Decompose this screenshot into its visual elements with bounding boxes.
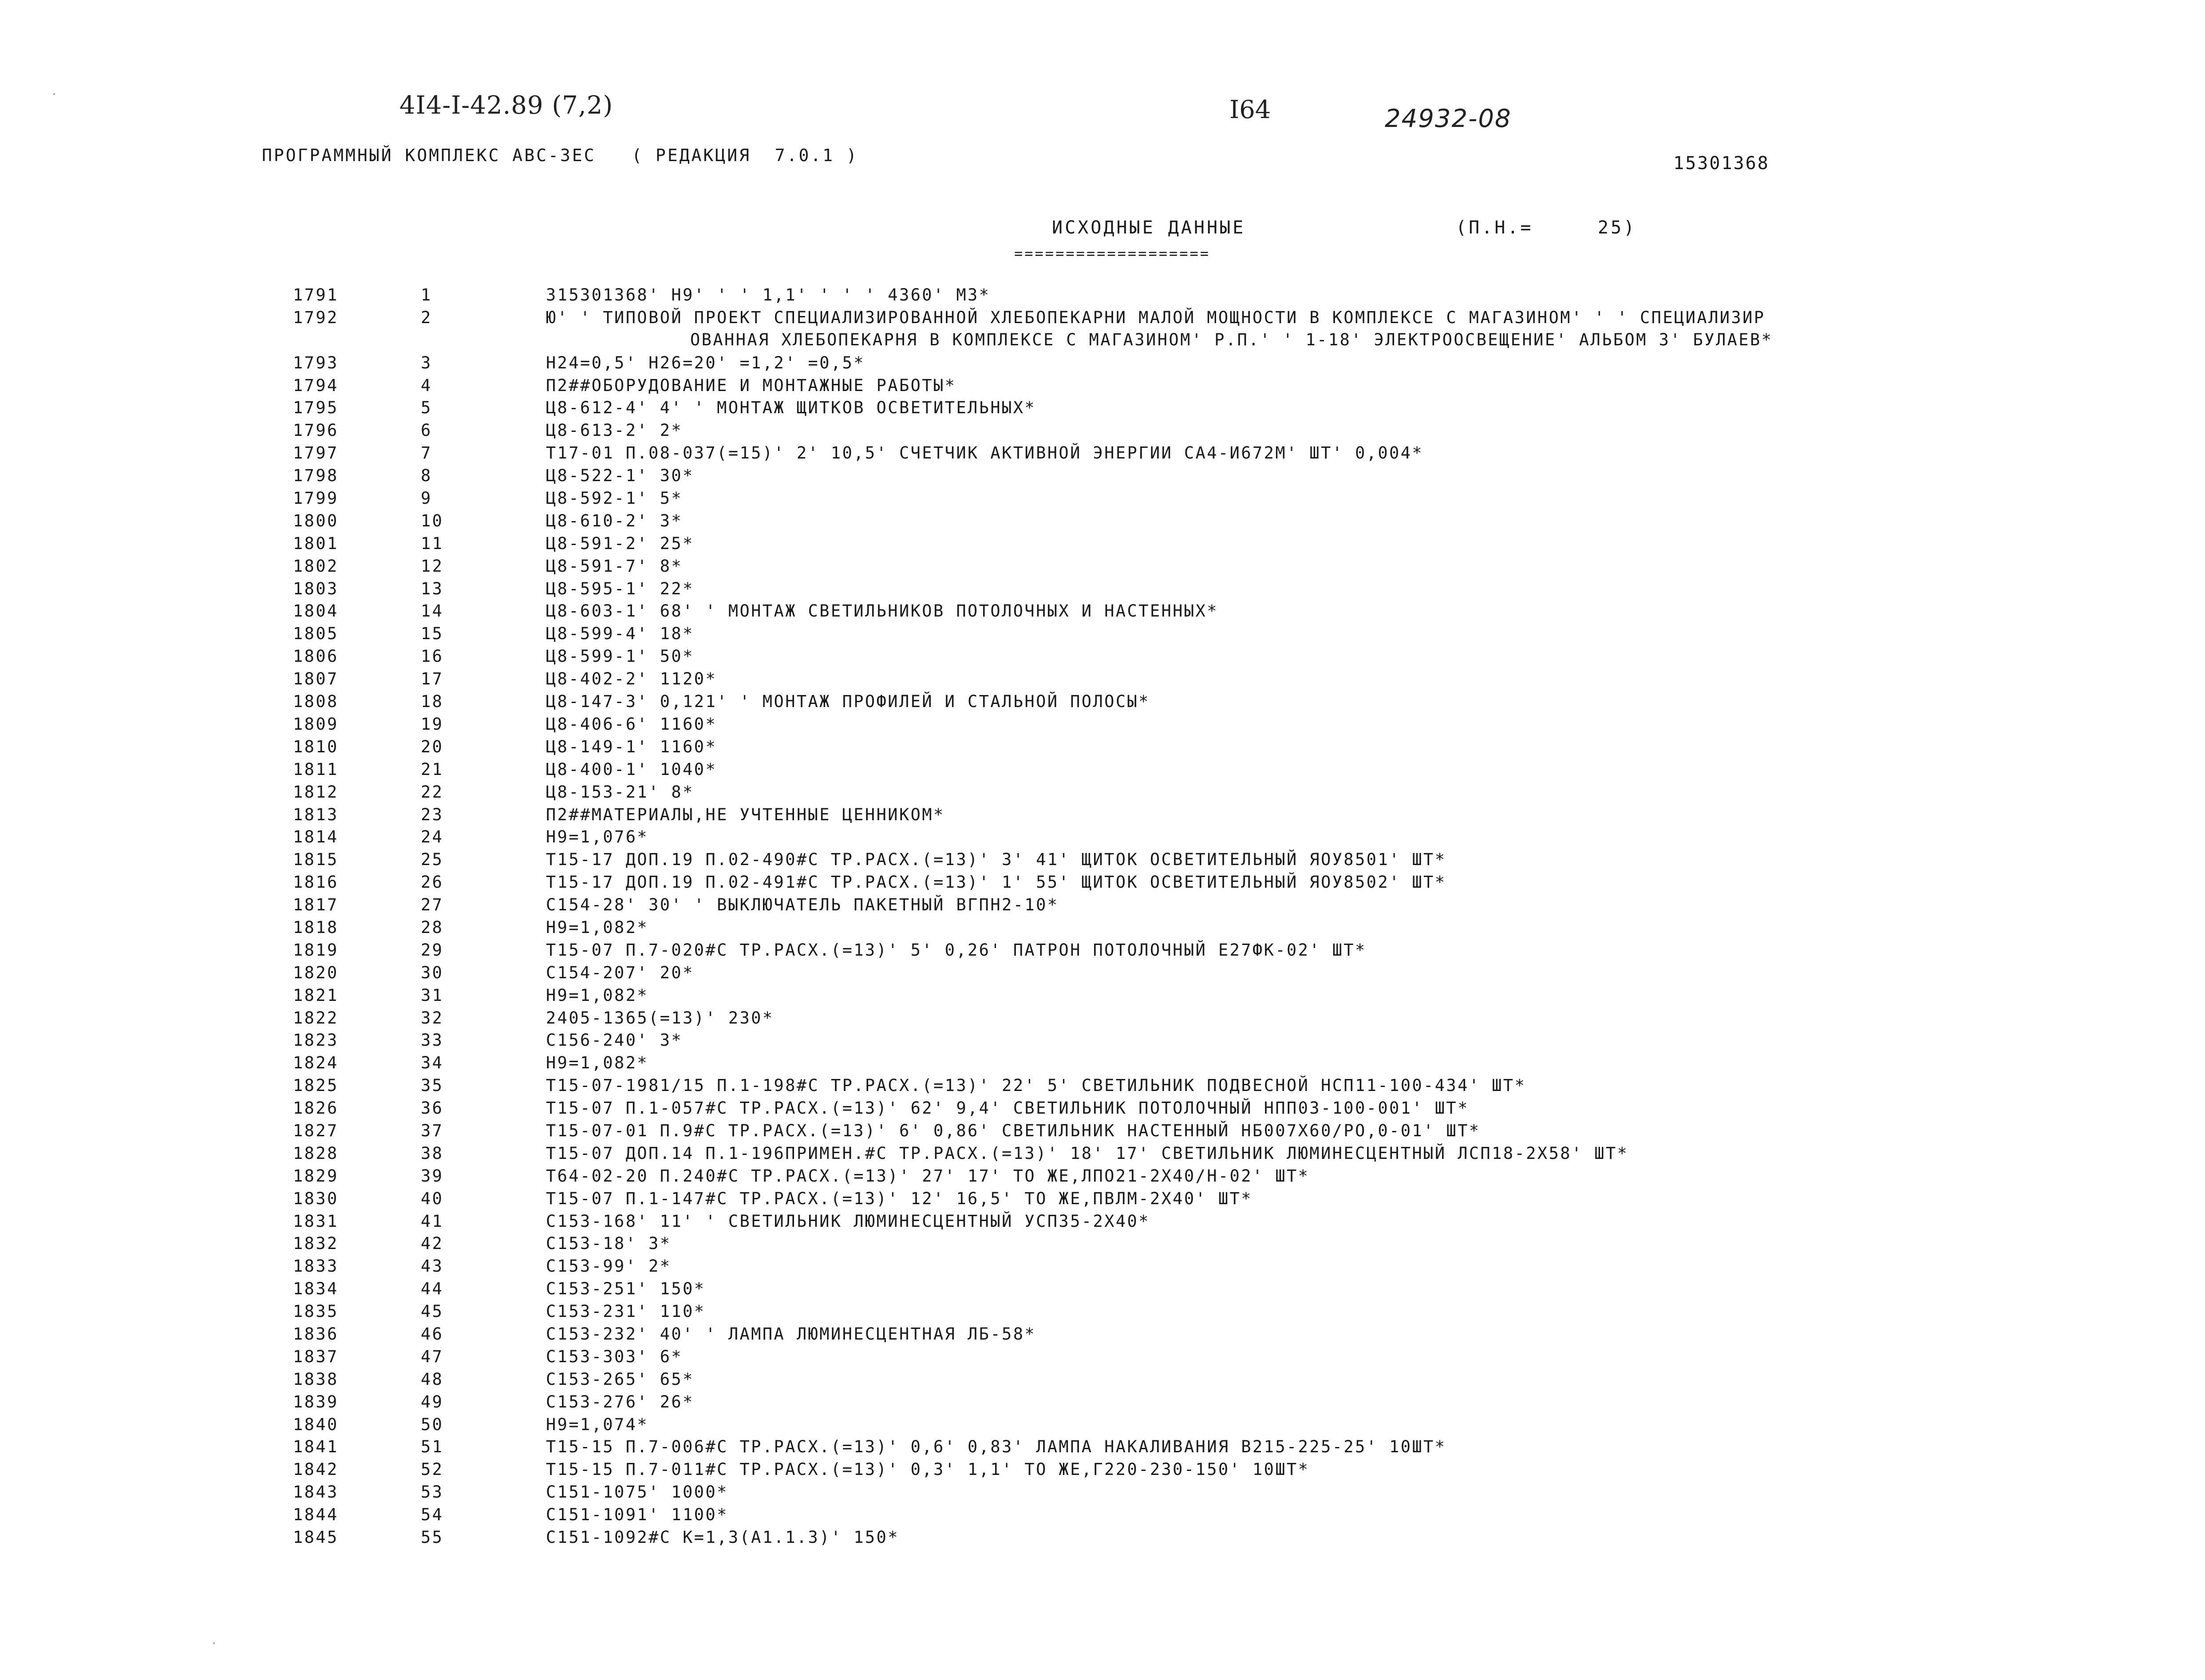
listing-row xyxy=(0,1414,2205,1436)
row-line-number: 21 xyxy=(421,759,444,779)
listing-row xyxy=(0,1278,2205,1301)
row-text: Ц8-400-1' 1040* xyxy=(546,759,717,779)
listing-row xyxy=(0,962,2205,984)
row-text: H9=1,074* xyxy=(546,1415,649,1434)
row-sequence-number: 1833 xyxy=(293,1257,339,1276)
row-line-number: 18 xyxy=(421,692,444,712)
row-sequence-number: 1816 xyxy=(293,873,339,892)
row-line-number: 53 xyxy=(421,1482,444,1502)
listing-row xyxy=(0,352,2205,375)
listing-row xyxy=(0,713,2205,736)
row-sequence-number: 1800 xyxy=(293,511,339,530)
row-text: С151-1092#С К=1,3(А1.1.3)' 150* xyxy=(546,1528,899,1547)
row-text: П2##МАТЕРИАЛЫ,НЕ УЧТЕННЫЕ ЦЕННИКОМ* xyxy=(546,805,945,824)
listing-row xyxy=(0,939,2205,962)
row-text: Т15-07 ДОП.14 П.1-196ПРИМЕН.#С ТР.РАСХ.(=13)' 18' 17' СВЕТИЛЬНИК ЛЮМИНЕСЦЕНТНЫЙ ЛСП18-2Х58' ШТ* xyxy=(546,1143,1629,1163)
row-line-number: 27 xyxy=(421,895,444,915)
row-text: С153-265' 65* xyxy=(546,1369,694,1389)
row-line-number: 30 xyxy=(421,963,444,982)
row-text: С153-18' 3* xyxy=(546,1234,672,1253)
listing-row xyxy=(0,1301,2205,1323)
row-text: H9=1,082* xyxy=(546,985,649,1005)
row-line-number: 37 xyxy=(421,1121,444,1140)
row-line-number: 17 xyxy=(421,669,444,689)
row-sequence-number: 1804 xyxy=(293,601,339,621)
program-header: ПРОГРАММНЫЙ КОМПЛЕКС АВС-3ЕС ( РЕДАКЦИЯ 7.0.1 ) xyxy=(262,146,858,165)
row-sequence-number: 1815 xyxy=(293,850,339,870)
listing-row xyxy=(0,487,2205,510)
row-text: С156-240' 3* xyxy=(546,1031,683,1050)
row-text: С151-1091' 1100* xyxy=(546,1505,728,1525)
row-line-number: 35 xyxy=(421,1076,444,1095)
row-line-number: 25 xyxy=(421,850,444,870)
row-line-number: 16 xyxy=(421,647,444,666)
row-line-number: 22 xyxy=(421,782,444,802)
listing-row xyxy=(0,1346,2205,1368)
listing-row xyxy=(0,1120,2205,1142)
listing-row xyxy=(0,1233,2205,1255)
row-text: П2##ОБОРУДОВАНИЕ И МОНТАЖНЫЕ РАБОТЫ* xyxy=(546,376,956,395)
listing-row xyxy=(0,894,2205,917)
row-line-number: 33 xyxy=(421,1031,444,1050)
row-line-number: 24 xyxy=(421,827,444,847)
row-sequence-number: 1822 xyxy=(293,1008,339,1028)
listing-row xyxy=(0,917,2205,939)
row-sequence-number: 1841 xyxy=(293,1437,339,1457)
listing-row xyxy=(0,555,2205,578)
row-sequence-number: 1797 xyxy=(293,443,339,463)
row-sequence-number: 1792 xyxy=(293,308,339,327)
row-text: Ц8-612-4' 4' ' МОНТАЖ ЩИТКОВ ОСВЕТИТЕЛЬНЫХ* xyxy=(546,398,1036,418)
row-sequence-number: 1835 xyxy=(293,1302,339,1321)
row-line-number: 2 xyxy=(421,308,432,327)
row-text: Т15-07 П.7-020#С ТР.РАСХ.(=13)' 5' 0,26' ПАТРОН ПОТОЛОЧНЫЙ Е27ФК-02' ШТ* xyxy=(546,940,1367,960)
row-text: Т15-15 П.7-006#С ТР.РАСХ.(=13)' 0,6' 0,83' ЛАМПА НАКАЛИВАНИЯ В215-225-25' 10ШТ* xyxy=(546,1437,1446,1457)
row-sequence-number: 1812 xyxy=(293,782,339,802)
listing-row xyxy=(0,1323,2205,1346)
listing-row xyxy=(0,1255,2205,1278)
row-sequence-number: 1820 xyxy=(293,963,339,982)
row-sequence-number: 1831 xyxy=(293,1211,339,1231)
row-text: С153-232' 40' ' ЛАМПА ЛЮМИНЕСЦЕНТНАЯ ЛБ-58* xyxy=(546,1324,1036,1344)
row-sequence-number: 1832 xyxy=(293,1234,339,1253)
row-sequence-number: 1806 xyxy=(293,647,339,666)
data-listing xyxy=(0,284,2205,1549)
page-number: I64 xyxy=(1229,95,1271,124)
listing-row xyxy=(0,1210,2205,1233)
row-sequence-number: 1826 xyxy=(293,1099,339,1118)
row-text: Ц8-591-7' 8* xyxy=(546,556,683,576)
row-text: Ц8-599-1' 50* xyxy=(546,647,694,666)
listing-row xyxy=(0,1368,2205,1391)
row-line-number: 55 xyxy=(421,1528,444,1547)
row-sequence-number: 1837 xyxy=(293,1347,339,1366)
row-line-number: 51 xyxy=(421,1437,444,1457)
row-sequence-number: 1828 xyxy=(293,1143,339,1163)
row-sequence-number: 1836 xyxy=(293,1324,339,1344)
listing-row xyxy=(0,691,2205,713)
row-text: С153-303' 6* xyxy=(546,1347,683,1366)
listing-row xyxy=(0,442,2205,465)
listing-row xyxy=(0,510,2205,533)
row-text: Т15-17 ДОП.19 П.02-491#С ТР.РАСХ.(=13)' 1' 55' ЩИТОК ОСВЕТИТЕЛЬНЫЙ ЯОУ8502' ШТ* xyxy=(546,873,1446,892)
row-sequence-number: 1819 xyxy=(293,940,339,960)
handwritten-number: 24932-08 xyxy=(1385,104,1512,133)
row-line-number: 11 xyxy=(421,534,444,553)
row-sequence-number: 1791 xyxy=(293,285,339,304)
listing-row xyxy=(0,375,2205,397)
row-line-number: 32 xyxy=(421,1008,444,1028)
row-sequence-number: 1810 xyxy=(293,737,339,756)
row-sequence-number: 1838 xyxy=(293,1369,339,1389)
row-sequence-number: 1824 xyxy=(293,1053,339,1073)
row-line-number: 40 xyxy=(421,1189,444,1208)
row-sequence-number: 1843 xyxy=(293,1482,339,1502)
row-line-number: 9 xyxy=(421,489,432,508)
row-sequence-number: 1796 xyxy=(293,421,339,440)
row-line-number: 41 xyxy=(421,1211,444,1231)
listing-row xyxy=(0,1029,2205,1052)
row-line-number: 26 xyxy=(421,873,444,892)
row-sequence-number: 1808 xyxy=(293,692,339,712)
row-sequence-number: 1798 xyxy=(293,466,339,486)
listing-row xyxy=(0,465,2205,487)
row-text: Ц8-603-1' 68' ' МОНТАЖ СВЕТИЛЬНИКОВ ПОТОЛОЧНЫХ И НАСТЕННЫХ* xyxy=(546,601,1218,621)
listing-row xyxy=(0,736,2205,759)
row-sequence-number: 1834 xyxy=(293,1279,339,1299)
row-text: H9=1,076* xyxy=(546,827,649,847)
row-line-number: 36 xyxy=(421,1099,444,1118)
row-line-number: 28 xyxy=(421,917,444,937)
listing-row xyxy=(0,419,2205,442)
listing-row xyxy=(0,284,2205,307)
row-text: Ц8-613-2' 2* xyxy=(546,421,683,440)
row-text: С154-28' 30' ' ВЫКЛЮЧАТЕЛЬ ПАКЕТНЫЙ ВГПН2-10* xyxy=(546,895,1059,915)
row-text: Ц8-147-3' 0,121' ' МОНТАЖ ПРОФИЛЕЙ И СТАЛЬНОЙ ПОЛОСЫ* xyxy=(546,692,1150,712)
row-text: Ц8-599-4' 18* xyxy=(546,624,694,644)
row-line-number: 5 xyxy=(421,398,432,418)
row-sequence-number: 1818 xyxy=(293,917,339,937)
row-text: С153-231' 110* xyxy=(546,1302,706,1321)
row-text: С154-207' 20* xyxy=(546,963,694,982)
scan-speck xyxy=(213,1642,215,1644)
row-text: Т15-15 П.7-011#С ТР.РАСХ.(=13)' 0,3' 1,1' ТО ЖЕ,Г220-230-150' 10ШТ* xyxy=(546,1460,1310,1479)
row-sequence-number: 1813 xyxy=(293,805,339,824)
listing-row xyxy=(0,1391,2205,1414)
listing-row xyxy=(0,645,2205,668)
row-sequence-number: 1805 xyxy=(293,624,339,644)
row-text: 2405-1365(=13)' 230* xyxy=(546,1008,774,1028)
row-line-number: 52 xyxy=(421,1460,444,1479)
listing-row xyxy=(0,1007,2205,1030)
row-line-number: 31 xyxy=(421,985,444,1005)
row-text: Т15-07-1981/15 П.1-198#С ТР.РАСХ.(=13)' 22' 5' СВЕТИЛЬНИК ПОДВЕСНОЙ НСП11-100-434' ШТ* xyxy=(546,1076,1526,1095)
row-text: Ц8-595-1' 22* xyxy=(546,579,694,598)
row-sequence-number: 1809 xyxy=(293,714,339,734)
listing-row xyxy=(0,533,2205,555)
listing-row xyxy=(0,1165,2205,1188)
title-underline: =================== xyxy=(1014,245,1211,262)
row-sequence-number: 1825 xyxy=(293,1076,339,1095)
row-line-number: 54 xyxy=(421,1505,444,1525)
listing-row xyxy=(0,1052,2205,1075)
row-text: Ц8-591-2' 25* xyxy=(546,534,694,553)
row-text: Ц8-592-1' 5* xyxy=(546,489,683,508)
listing-row xyxy=(0,1459,2205,1481)
row-line-number: 38 xyxy=(421,1143,444,1163)
row-sequence-number: 1827 xyxy=(293,1121,339,1140)
row-text: Ю' ' ТИПОВОЙ ПРОЕКТ СПЕЦИАЛИЗИРОВАННОЙ ХЛЕБОПЕКАРНИ МАЛОЙ МОЩНОСТИ В КОМПЛЕКСЕ С МАГАЗИНОМ' ' ' СПЕЦИАЛИЗИР xyxy=(546,308,1766,327)
row-text: Ц8-153-21' 8* xyxy=(546,782,694,802)
row-text: H24=0,5' H26=20' =1,2' =0,5* xyxy=(546,353,865,372)
row-line-number: 8 xyxy=(421,466,432,486)
row-line-number: 1 xyxy=(421,285,432,304)
row-sequence-number: 1811 xyxy=(293,759,339,779)
listing-row xyxy=(0,804,2205,826)
row-sequence-number: 1840 xyxy=(293,1415,339,1434)
row-sequence-number: 1801 xyxy=(293,534,339,553)
listing-row xyxy=(0,849,2205,871)
row-line-number: 42 xyxy=(421,1234,444,1253)
row-sequence-number: 1823 xyxy=(293,1031,339,1050)
row-line-number: 10 xyxy=(421,511,444,530)
row-text: С153-251' 150* xyxy=(546,1279,706,1299)
project-code: 15301368 xyxy=(1673,153,1770,174)
listing-row xyxy=(0,1142,2205,1165)
row-line-number: 39 xyxy=(421,1166,444,1186)
listing-row xyxy=(0,826,2205,849)
row-text: С153-99' 2* xyxy=(546,1257,672,1276)
row-sequence-number: 1830 xyxy=(293,1189,339,1208)
row-text: Ц8-406-6' 1160* xyxy=(546,714,717,734)
row-line-number: 4 xyxy=(421,376,432,395)
listing-row xyxy=(0,759,2205,781)
listing-row xyxy=(0,397,2205,419)
row-line-number: 49 xyxy=(421,1392,444,1411)
row-text: С153-276' 26* xyxy=(546,1392,694,1411)
row-text: Ц8-402-2' 1120* xyxy=(546,669,717,689)
row-line-number: 44 xyxy=(421,1279,444,1299)
listing-row xyxy=(0,307,2205,352)
row-line-number: 7 xyxy=(421,443,432,463)
row-text: Ц8-610-2' 3* xyxy=(546,511,683,530)
row-text: Т15-07 П.1-147#С ТР.РАСХ.(=13)' 12' 16,5' ТО ЖЕ,ПВЛМ-2Х40' ШТ* xyxy=(546,1189,1253,1208)
row-line-number: 19 xyxy=(421,714,444,734)
row-line-number: 12 xyxy=(421,556,444,576)
listing-row xyxy=(0,1097,2205,1120)
row-text: Т17-01 П.08-037(=15)' 2' 10,5' СЧЕТЧИК АКТИВНОЙ ЭНЕРГИИ СА4-И672М' ШТ' 0,004* xyxy=(546,443,1424,463)
section-param: (П.Н.= 25) xyxy=(1456,217,1637,238)
row-sequence-number: 1817 xyxy=(293,895,339,915)
listing-row xyxy=(0,984,2205,1007)
listing-row xyxy=(0,1504,2205,1526)
row-text: 315301368' H9' ' ' 1,1' ' ' ' 4360' М3* xyxy=(546,285,991,304)
row-line-number: 23 xyxy=(421,805,444,824)
listing-row xyxy=(0,1526,2205,1549)
listing-row xyxy=(0,1188,2205,1210)
row-line-number: 48 xyxy=(421,1369,444,1389)
scan-speck xyxy=(53,93,55,95)
document-code: 4I4-I-42.89 (7,2) xyxy=(399,91,613,120)
row-sequence-number: 1794 xyxy=(293,376,339,395)
row-sequence-number: 1793 xyxy=(293,353,339,372)
row-text-continuation: ОВАННАЯ ХЛЕБОПЕКАРНЯ В КОМПЛЕКСЕ С МАГАЗИНОМ' Р.П.' ' 1-18' ЭЛЕКТРООСВЕЩЕНИЕ' АЛЬБОМ 3' БУЛАЕВ* xyxy=(690,330,1773,349)
row-sequence-number: 1807 xyxy=(293,669,339,689)
row-line-number: 20 xyxy=(421,737,444,756)
row-sequence-number: 1803 xyxy=(293,579,339,598)
listing-row xyxy=(0,1436,2205,1459)
row-text: H9=1,082* xyxy=(546,1053,649,1073)
section-title: ИСХОДНЫЕ ДАННЫЕ xyxy=(1052,217,1246,238)
listing-row xyxy=(0,600,2205,623)
row-line-number: 29 xyxy=(421,940,444,960)
row-sequence-number: 1829 xyxy=(293,1166,339,1186)
row-text: С151-1075' 1000* xyxy=(546,1482,728,1502)
listing-row xyxy=(0,623,2205,645)
row-sequence-number: 1795 xyxy=(293,398,339,418)
row-line-number: 14 xyxy=(421,601,444,621)
row-line-number: 13 xyxy=(421,579,444,598)
row-line-number: 43 xyxy=(421,1257,444,1276)
row-line-number: 34 xyxy=(421,1053,444,1073)
listing-row xyxy=(0,578,2205,601)
row-text: Т15-17 ДОП.19 П.02-490#С ТР.РАСХ.(=13)' 3' 41' ЩИТОК ОСВЕТИТЕЛЬНЫЙ ЯОУ8501' ШТ* xyxy=(546,850,1446,870)
listing-row xyxy=(0,1481,2205,1504)
row-line-number: 15 xyxy=(421,624,444,644)
row-line-number: 6 xyxy=(421,421,432,440)
row-text: Ц8-522-1' 30* xyxy=(546,466,694,486)
row-sequence-number: 1802 xyxy=(293,556,339,576)
row-text: Ц8-149-1' 1160* xyxy=(546,737,717,756)
row-sequence-number: 1814 xyxy=(293,827,339,847)
row-line-number: 50 xyxy=(421,1415,444,1434)
row-sequence-number: 1821 xyxy=(293,985,339,1005)
row-text: Т15-07-01 П.9#С ТР.РАСХ.(=13)' 6' 0,86' СВЕТИЛЬНИК НАСТЕННЫЙ НБ007Х60/РО,0-01' ШТ* xyxy=(546,1121,1481,1140)
listing-row xyxy=(0,871,2205,894)
row-sequence-number: 1799 xyxy=(293,489,339,508)
row-sequence-number: 1844 xyxy=(293,1505,339,1525)
row-sequence-number: 1842 xyxy=(293,1460,339,1479)
row-line-number: 46 xyxy=(421,1324,444,1344)
row-line-number: 45 xyxy=(421,1302,444,1321)
row-sequence-number: 1839 xyxy=(293,1392,339,1411)
listing-row xyxy=(0,1075,2205,1097)
row-sequence-number: 1845 xyxy=(293,1528,339,1547)
row-line-number: 47 xyxy=(421,1347,444,1366)
listing-row xyxy=(0,781,2205,804)
row-line-number: 3 xyxy=(421,353,432,372)
row-text: С153-168' 11' ' СВЕТИЛЬНИК ЛЮМИНЕСЦЕНТНЫЙ УСП35-2Х40* xyxy=(546,1211,1150,1231)
row-text: Т64-02-20 П.240#С ТР.РАСХ.(=13)' 27' 17' ТО ЖЕ,ЛПО21-2Х40/Н-02' ШТ* xyxy=(546,1166,1310,1186)
row-text: H9=1,082* xyxy=(546,917,649,937)
row-text: Т15-07 П.1-057#С ТР.РАСХ.(=13)' 62' 9,4' СВЕТИЛЬНИК ПОТОЛОЧНЫЙ НПП03-100-001' ШТ* xyxy=(546,1099,1469,1118)
listing-row xyxy=(0,668,2205,691)
